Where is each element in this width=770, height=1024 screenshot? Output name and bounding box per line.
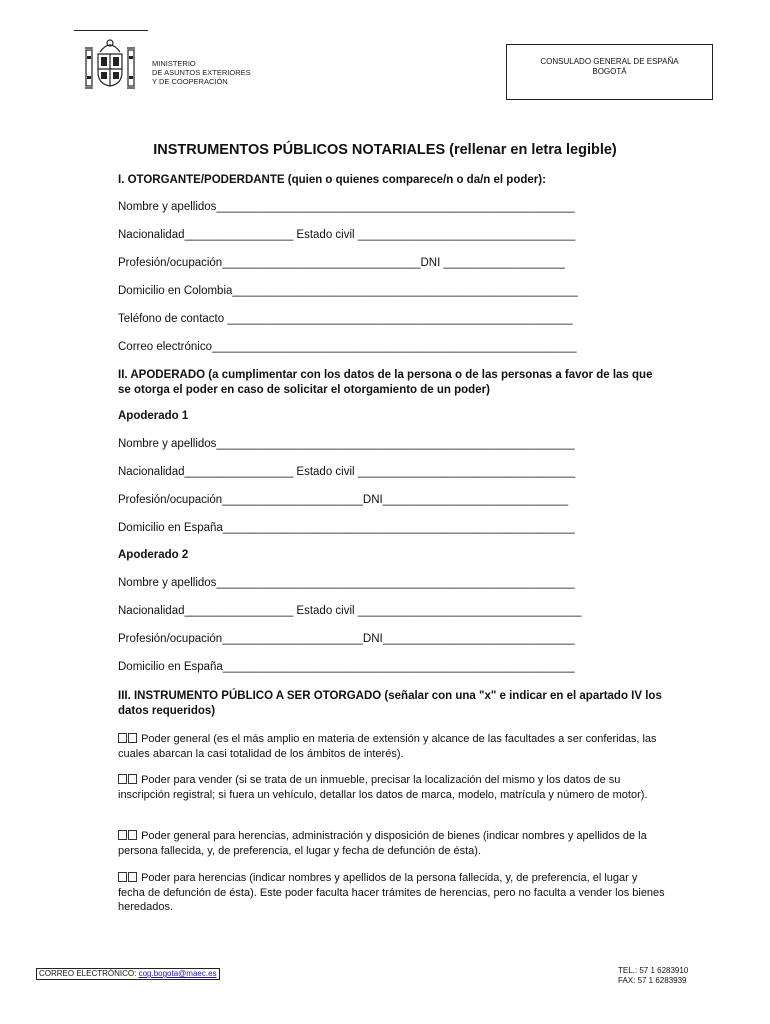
consulado-box: [506, 44, 713, 100]
footer-fax: FAX: 57 1 6283939: [618, 976, 687, 985]
document-title: INSTRUMENTOS PÚBLICOS NOTARIALES (rellenar en letra legible): [153, 142, 617, 158]
option-text: Poder general (es el más amplio en materia de extensión y alcance de las facultades a ser conferidas, las cuales abarcan la casi totalidad de los ámbitos de interés).: [118, 733, 657, 760]
ministry-line: Y DE COOPERACIÓN: [152, 77, 228, 86]
consulado-line: CONSULADO GENERAL DE ESPAÑA: [540, 57, 679, 66]
section-2-heading: II. APODERADO (a cumplimentar con los datos de la persona o de las personas a favor de las que se otorga el poder en caso de solicitar el otorgamiento de un poder): [118, 369, 653, 396]
checkbox[interactable]: [128, 733, 137, 743]
section-3-heading: III. INSTRUMENTO PÚBLICO A SER OTORGADO (señalar con una "x" e indicar en el apartado IV los datos requeridos): [118, 690, 662, 717]
option-poder-vender: [118, 773, 666, 802]
coat-of-arms-icon: [82, 36, 138, 92]
field-nombre-apoderado-2[interactable]: Nombre y apellidos________________________________________________________: [118, 577, 575, 589]
footer-tel: TEL.: 57 1 6283910: [618, 966, 689, 975]
option-poder-general-herencias: [118, 829, 666, 858]
checkbox[interactable]: [118, 733, 127, 743]
ministry-line: DE ASUNTOS EXTERIORES: [152, 68, 251, 77]
checkbox[interactable]: [118, 830, 127, 840]
checkbox[interactable]: [118, 774, 127, 784]
checkbox[interactable]: [128, 830, 137, 840]
checkbox[interactable]: [128, 872, 137, 882]
field-nacionalidad-otorgante[interactable]: Nacionalidad_________________ Estado civil __________________________________: [118, 229, 576, 241]
ministry-line: MINISTERIO: [152, 59, 196, 68]
option-text: Poder para vender (si se trata de un inmueble, precisar la localización del mismo y los datos de su inscripción registral; si fuera un vehículo, detallar los datos de marca, modelo, matrícula y número de motor).: [118, 774, 648, 801]
field-correo-otorgante[interactable]: Correo electrónico_________________________________________________________: [118, 341, 577, 353]
email-label: CORREO ELECTRÓNICO:: [39, 969, 137, 978]
field-domicilio-otorgante[interactable]: Domicilio en Colombia______________________________________________________: [118, 285, 578, 297]
field-nombre-otorgante[interactable]: Nombre y apellidos________________________________________________________: [118, 201, 575, 213]
field-domicilio-apoderado-2[interactable]: Domicilio en España_______________________________________________________: [118, 661, 575, 673]
section-1-heading: I. OTORGANTE/PODERDANTE (quien o quienes comparece/n o da/n el poder):: [118, 174, 546, 186]
option-text: Poder para herencias (indicar nombres y apellidos de la persona fallecida, y, de preferencia, el lugar y fecha de defunción de ésta). Este poder faculta hacer trámites de herencias, pero no faculta a vender los bienes heredados.: [118, 872, 665, 913]
footer-contact: [618, 966, 688, 986]
field-nombre-apoderado-1[interactable]: Nombre y apellidos________________________________________________________: [118, 438, 575, 450]
consulado-line: BOGOTÁ: [592, 67, 627, 76]
apoderado-1-label: Apoderado 1: [118, 410, 189, 422]
field-domicilio-apoderado-1[interactable]: Domicilio en España_______________________________________________________: [118, 522, 575, 534]
email-link[interactable]: cog.bogota@maec.es: [138, 969, 217, 978]
option-poder-general: [118, 732, 666, 761]
field-nacionalidad-apoderado-1[interactable]: Nacionalidad_________________ Estado civil __________________________________: [118, 466, 576, 478]
checkbox[interactable]: [118, 872, 127, 882]
option-poder-herencias: [118, 871, 666, 915]
field-telefono-otorgante[interactable]: Teléfono de contacto ______________________________________________________: [118, 313, 573, 325]
field-profesion-apoderado-1[interactable]: Profesión/ocupación______________________DNI_____________________________: [118, 494, 569, 506]
apoderado-2-label: Apoderado 2: [118, 549, 189, 561]
field-profesion-otorgante[interactable]: Profesión/ocupación_______________________________DNI ___________________: [118, 257, 565, 269]
field-profesion-apoderado-2[interactable]: Profesión/ocupación______________________DNI______________________________: [118, 633, 575, 645]
footer-email: [36, 968, 220, 980]
option-text: Poder general para herencias, administración y disposición de bienes (indicar nombres y apellidos de la persona fallecida, y, de preferencia, el lugar y fecha de defunción de ésta).: [118, 830, 647, 857]
checkbox[interactable]: [128, 774, 137, 784]
field-nacionalidad-apoderado-2[interactable]: Nacionalidad_________________ Estado civil ___________________________________: [118, 605, 582, 617]
header-rule: [74, 30, 148, 31]
ministry-name: [152, 59, 251, 86]
